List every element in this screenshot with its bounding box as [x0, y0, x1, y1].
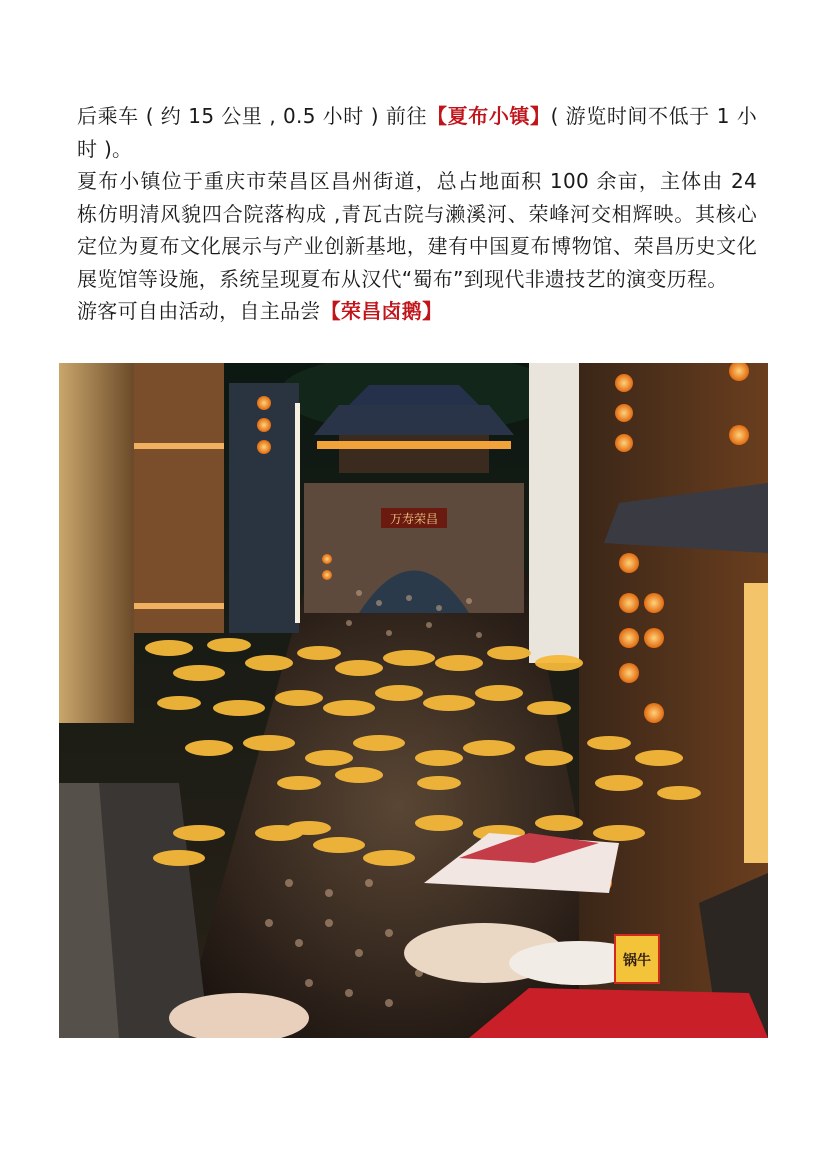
paragraph-description: 夏布小镇位于重庆市荣昌区昌州街道，总占地面积 100 余亩，主体由 24 栋仿明清风貌四合院落构成 ,青瓦古院与濑溪河、荣峰河交相辉映。其核心定位为夏布文化展示与产业创新基地，建有中国夏布博物馆、荣昌历史文化展览馆等设施，系统呈现夏布从汉代“蜀布”到现代非遗技艺的演变历程。: [77, 169, 757, 291]
shop-sign-text: 锅牛: [623, 953, 651, 969]
paragraph-free-time: [77, 295, 757, 328]
transfer-text: 后乘车 ( 约 15 公里 , 0.5 小时 ) 前往: [77, 104, 428, 128]
town-night-photo: [59, 363, 768, 1038]
paragraph-transfer: [77, 100, 757, 165]
gate-roof: [314, 405, 514, 435]
itinerary-text: [77, 100, 757, 328]
gate-plaque-text: 万寿荣昌: [389, 512, 439, 526]
right-white-sign-wall: [529, 363, 579, 663]
duration-text: ( 游览时间不低于 1 小时 )。: [77, 104, 757, 161]
street-scene-illustration: [59, 363, 768, 1038]
destination-highlight: 【夏布小镇】: [427, 104, 551, 128]
free-time-text: 游客可自由活动，自主品尝: [77, 299, 321, 323]
left-lit-wall: [59, 363, 134, 723]
food-highlight: 【荣昌卤鹅】: [320, 299, 443, 323]
left-building: [134, 363, 224, 633]
ancient-gate-tower: [304, 385, 524, 613]
